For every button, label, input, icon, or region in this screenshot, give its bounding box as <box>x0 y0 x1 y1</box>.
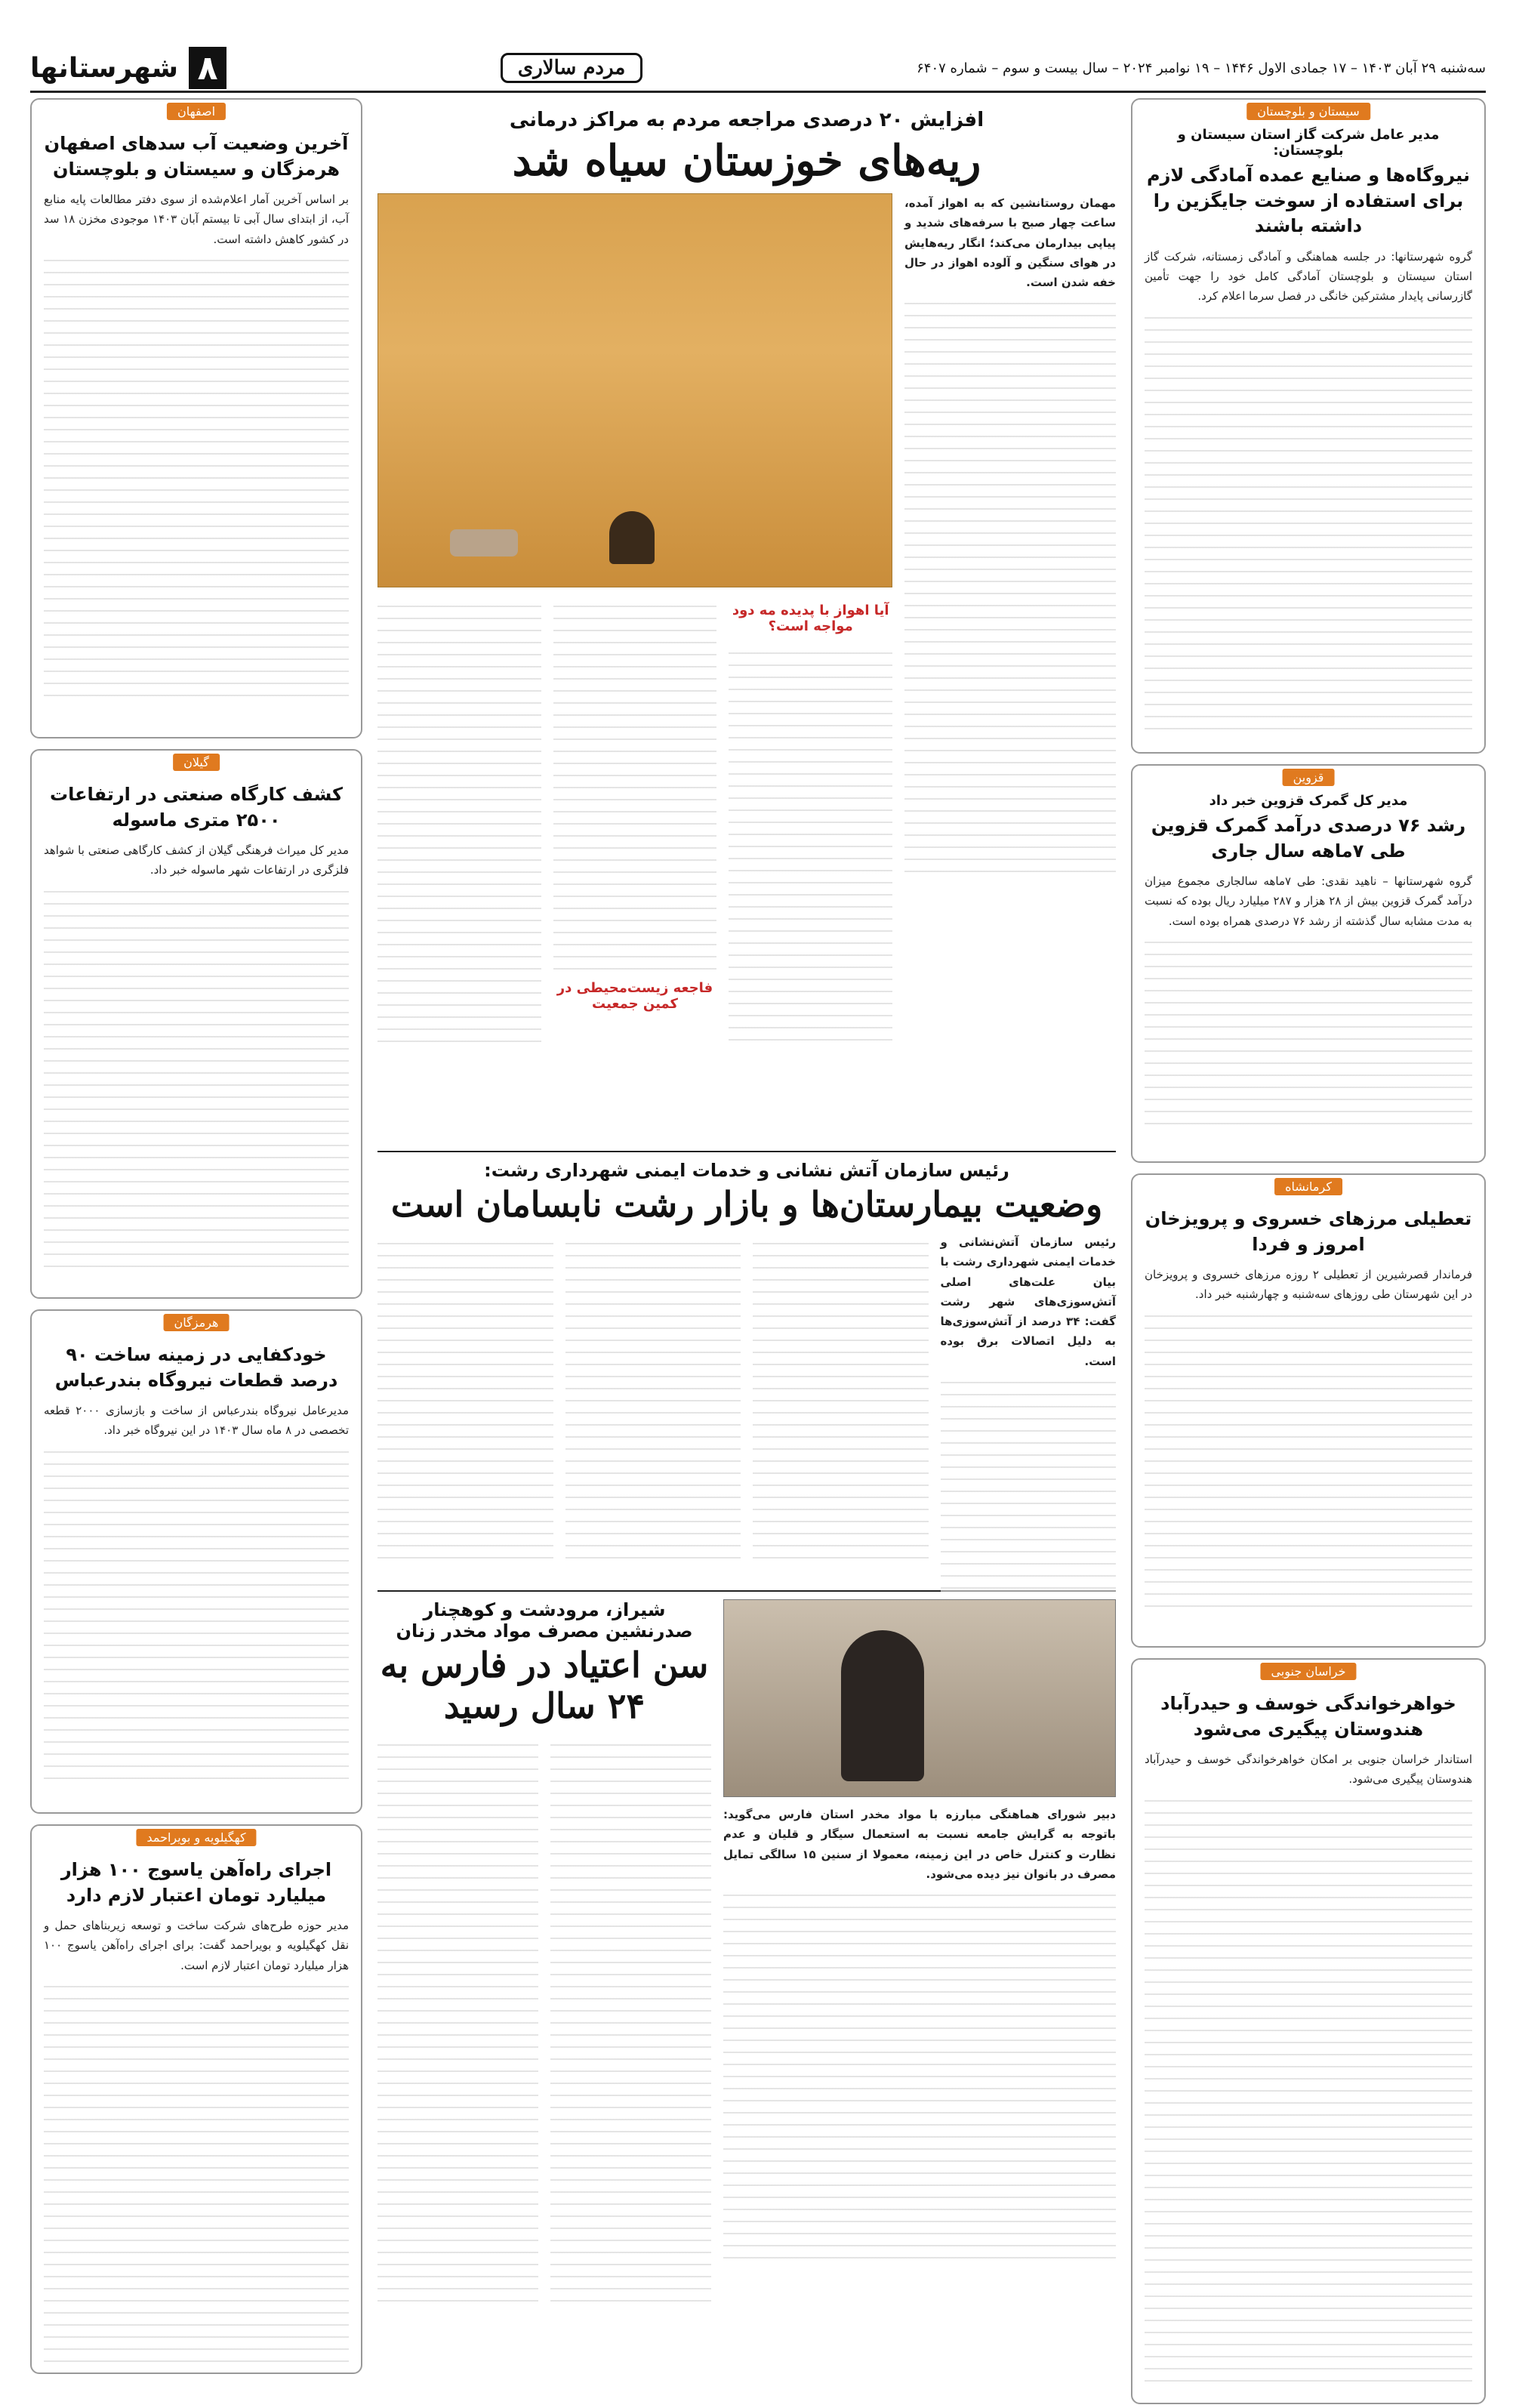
lead: بر اساس آخرین آمار اعلام‌شده از سوی دفتر مطالعات پایه منابع آب، از ابتدای سال آبی تا بیستم آبان ۱۴۰۳ موجودی مخزن ۱۸ سد در کشور کاهش داشته است. <box>44 193 349 246</box>
lead: مدیر کل میراث فرهنگی گیلان از کشف کارگاهی صنعتی با شواهد فلزگری در ارتفاعات شهر ماسوله خبر داد. <box>44 843 349 877</box>
lead: گروه شهرستانها – ناهید نقدی: طی ۷ماهه سالجاری مجموع میزان درآمد گمرک قزوین بیش از ۲۸ هزار و ۲۸۷ میلیارد ریال بوده که نسبت به مدت مشابه سال گذشته از رشد ۷۶ درصدی همراه بوده است. <box>1145 874 1472 928</box>
body-text-block <box>723 1884 1116 2262</box>
headline: خواهرخواندگی خوسف و حیدرآباد هندوستان پیگیری می‌شود <box>1160 1693 1456 1740</box>
body-text-block <box>44 1441 349 1788</box>
news-box-qazvin <box>1131 764 1486 1163</box>
masthead <box>30 45 1486 93</box>
news-box-kermanshah <box>1131 1173 1486 1648</box>
news-box-sistan <box>1131 98 1486 754</box>
lead: فرماندار قصرشیرین از تعطیلی ۲ روزه مرزهای خسروی و پرویزخان در این شهرستان طی روزهای سه‌شنبه و چهارشنبه خبر داد. <box>1145 1268 1473 1302</box>
headline: خودکفایی در زمینه ساخت ۹۰ درصد قطعات نیروگاه بندرعباس <box>54 1344 338 1391</box>
headline: نیروگاه‌ها و صنایع عمده آمادگی لازم برای استفاده از سوخت جایگزین را داشته باشند <box>1147 165 1470 237</box>
region-tag: کرمانشاه <box>1274 1178 1342 1195</box>
main-lead: مهمان روستانشین که به اهواز آمده، ساعت چهار صبح با سرفه‌های شدید و پیاپی بیدارمان می‌کند؛ انگار ریه‌هایش در هوای سنگین و آلوده اهواز در حال خفه شدن است. <box>904 196 1116 289</box>
red-byline: فاجعه زیست‌محیطی در کمین جمعیت <box>556 980 713 1012</box>
left-column <box>30 98 362 2378</box>
news-box-hormozgan <box>30 1309 362 1814</box>
body-text-block <box>377 595 541 1048</box>
kicker: مدیر عامل شرکت گاز استان سیستان و بلوچستان: <box>1177 127 1440 159</box>
third-story <box>377 1599 1116 2339</box>
issue-info: سه‌شنبه ۲۹ آبان ۱۴۰۳ – ۱۷ جمادی الاول ۱۴۴۶ – ۱۹ نوامبر ۲۰۲۴ – سال بیست و سوم – شماره ۶۴۰۷ <box>917 60 1486 76</box>
third-headline: سن اعتیاد در فارس به ۲۴ سال رسید <box>380 1645 709 1726</box>
body-text-block <box>44 249 349 702</box>
region-tag: هرمزگان <box>164 1314 230 1331</box>
kicker: مدیر کل گمرک قزوین خبر داد <box>1209 793 1408 809</box>
body-text-block <box>550 1734 711 2308</box>
region-tag: سیستان و بلوچستان <box>1246 103 1370 120</box>
body-text-block <box>553 595 717 973</box>
second-kicker: رئیس سازمان آتش نشانی و خدمات ایمنی شهرداری رشت: <box>484 1160 1009 1181</box>
headline: اجرای راه‌آهن یاسوج ۱۰۰ هزار میلیارد تومان اعتبار لازم دارد <box>60 1859 332 1906</box>
region-tag: قزوین <box>1283 769 1335 786</box>
body-text-block <box>44 880 349 1273</box>
body-text-block <box>941 1371 1117 1628</box>
news-box-south-khorasan <box>1131 1658 1486 2404</box>
headline: کشف کارگاه صنعتی در ارتفاعات ۲۵۰۰ متری ماسوله <box>50 784 343 831</box>
body-text-block <box>1145 931 1472 1135</box>
body-text-block <box>729 642 892 1050</box>
second-headline: وضعیت بیمارستان‌ها و بازار رشت نابسامان است <box>390 1184 1103 1225</box>
middle-area <box>377 98 1116 2378</box>
pull-quote: آیا اهواز با پدیده مه دود مواجه است؟ <box>732 603 889 634</box>
dust-storm-photo <box>377 193 892 587</box>
body-text-block <box>904 292 1116 881</box>
body-text-block <box>377 1734 538 2308</box>
body-text-block <box>1145 1790 1472 2386</box>
motorcyclist-silhouette <box>609 511 655 564</box>
newspaper-logo: مردم سالاری <box>501 53 642 83</box>
body-text-block <box>565 1232 741 1565</box>
section-name: شهرستانها <box>30 52 178 84</box>
second-lead: رئیس سازمان آتش‌نشانی و خدمات ایمنی شهرداری رشت با بیان علت‌های اصلی آتش‌سوزی‌های شهر رشت گفت: ۳۴ درصد از آتش‌سوزی‌ها به دلیل اتصالات برق بوده است. <box>940 1235 1116 1368</box>
main-story <box>377 109 1116 1143</box>
news-box-isfahan <box>30 98 362 738</box>
region-tag: گیلان <box>173 754 220 771</box>
woman-photo <box>723 1599 1116 1797</box>
lead: مدیر حوزه طرح‌های شرکت ساخت و توسعه زیربناهای حمل و نقل کهگیلویه و بویراحمد گفت: برای اجرای راه‌آهن یاسوج ۱۰۰ هزار میلیارد تومان اعتبار لازم است. <box>44 1919 349 1972</box>
lead: مدیرعامل نیروگاه بندرعباس از ساخت و بازسازی ۲۰۰۰ قطعه تخصصی در ۸ ماه سال ۱۴۰۳ در این نیروگاه خبر داد. <box>44 1404 349 1438</box>
body-text-block <box>44 1975 349 2368</box>
region-tag: اصفهان <box>167 103 226 120</box>
right-column <box>1131 98 1486 2378</box>
headline: آخرین وضعیت آب سدهای اصفهان هرمزگان و سیستان و بلوچستان <box>44 133 349 180</box>
third-kicker: شیراز، مرودشت و کوهچنار صدرنشین مصرف مواد مخدر زنان <box>396 1599 693 1642</box>
news-box-gilan <box>30 749 362 1299</box>
third-lead: دبیر شورای هماهنگی مبارزه با مواد مخدر استان فارس می‌گوید: باتوجه به گرایش جامعه نسبت به استعمال سیگار و قلیان و عدم نظارت و کنترل خاص در این زمینه، معمولا از سنین ۱۵ سالگی تمایل مصرف در بانوان نیز دیده می‌شود. <box>723 1808 1117 1881</box>
main-kicker: افزایش ۲۰ درصدی مراجعه مردم به مراکز درمانی <box>509 109 984 131</box>
lead: گروه شهرستانها: در جلسه هماهنگی و آمادگی زمستانه، شرکت گاز استان سیستان و بلوچستان آمادگی کامل خود را جهت تأمین گازرسانی پایدار مشترکین خانگی در فصل سرما اعلام کرد. <box>1145 249 1472 304</box>
second-story <box>377 1160 1116 1583</box>
main-headline: ریه‌های خوزستان سیاه شد <box>512 136 981 186</box>
body-text-block <box>753 1232 929 1565</box>
body-text-block <box>1145 1305 1472 1607</box>
seated-woman-silhouette <box>841 1630 924 1781</box>
car-silhouette <box>450 529 518 557</box>
region-tag: کهگیلویه و بویراحمد <box>136 1829 256 1846</box>
news-box-kohgiluyeh <box>30 1824 362 2374</box>
page-number: ۸ <box>189 47 226 89</box>
lead: استاندار خراسان جنوبی بر امکان خواهرخواندگی خوسف و حیدرآباد هندوستان پیگیری می‌شود. <box>1145 1753 1472 1787</box>
divider <box>377 1151 1116 1152</box>
region-tag: خراسان جنوبی <box>1260 1663 1356 1680</box>
headline: تعطیلی مرزهای خسروی و پرویزخان امروز و فردا <box>1145 1208 1472 1255</box>
headline: رشد ۷۶ درصدی درآمد گمرک قزوین طی ۷ماهه سال جاری <box>1151 815 1466 862</box>
body-text-block <box>1145 307 1472 729</box>
body-text-block <box>377 1232 553 1565</box>
